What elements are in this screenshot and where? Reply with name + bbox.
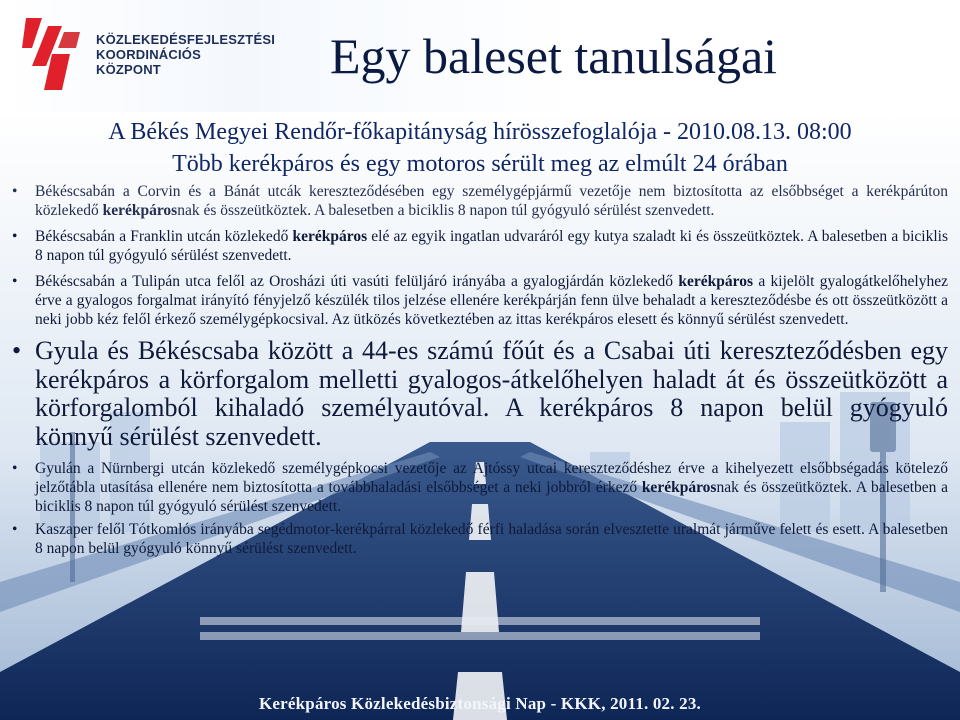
item-text-end: elé az egyik ingatlan udvaráról egy kutya szaladt ki és összeütköztek. A balesetben a biciklis 8 napon túl gyógyuló sérülést szenvedett. bbox=[35, 228, 948, 264]
logo-line-2: KOORDINÁCIÓS bbox=[96, 47, 201, 62]
item-emphasis: kerékpáros bbox=[678, 273, 754, 290]
item-text-end: nak és összeütköztek. A balesetben a biciklis 8 napon túl gyógyuló sérülést szenvedett. bbox=[177, 202, 715, 219]
bullet-marker: • bbox=[12, 460, 18, 477]
item-text-end: a kijelölt gyalogátkelőhelyhez érve a gyalogos forgalmat irányító fényjelző készülék tilos jelzése ellenére kerékpárján fenn ülve behaladt a kereszteződésbe és ott összeütközött a neki jobb kéz felől érkező személygépkocsival. Az ütközés következtében az ittas kerékpáros elesett és könnyű sérülést szenvedett. bbox=[35, 273, 949, 328]
bullet-marker: • bbox=[12, 228, 18, 245]
accident-item-highlighted bbox=[8, 337, 948, 451]
item-text-end: nak és összeütköztek. A balesetben a biciklis 8 napon túl gyógyuló sérülést szenvedett. bbox=[35, 479, 948, 515]
bullet-marker: • bbox=[12, 521, 18, 538]
item-emphasis: kerékpáros bbox=[102, 202, 178, 219]
news-source-line: A Békés Megyei Rendőr-főkapitányság hírösszefoglalója - 2010.08.13. 08:00 bbox=[108, 119, 852, 145]
item-text: Békéscsabán a Corvin és a Bánát utcák kereszteződésében egy személygépjármű vezetője nem biztosította az elsőbbséget a kerékpárúton közlekedő bbox=[35, 183, 948, 219]
bullet-marker: • bbox=[12, 336, 22, 365]
accident-item bbox=[8, 520, 948, 558]
item-text: Békéscsabán a Tulipán utca felől az Orosházi úti vasúti felüljáró irányába a gyalogjárdán közlekedő bbox=[35, 273, 679, 290]
accident-item bbox=[8, 182, 948, 220]
item-text: Gyulán a Nürnbergi utcán közlekedő személygépkocsi vezetője az Ajtóssy utcai kereszteződéshez érve a kihelyezett elsőbbségadás kötelező jelzőtábla utasítása ellenére nem biztosította a továbbhaladási elsőbbséget a neki jobbról érkező bbox=[35, 460, 948, 496]
item-text: Békéscsabán a Franklin utcán közlekedő bbox=[35, 228, 293, 245]
item-emphasis: kerékpáros bbox=[292, 228, 368, 245]
bullet-marker: • bbox=[12, 183, 18, 200]
slide-footer: Kerékpáros Közlekedésbiztonsági Nap - KKK, 2011. 02. 23. bbox=[258, 694, 702, 713]
accident-item bbox=[8, 227, 948, 265]
item-emphasis: kerékpáros bbox=[641, 479, 717, 496]
news-headline: Több kerékpáros és egy motoros sérült meg az elmúlt 24 órában bbox=[172, 151, 788, 177]
logo-line-3: KÖZPONT bbox=[96, 62, 161, 77]
item-text: Gyula és Békéscsaba között a 44-es számú főút és a Csabai úti kereszteződésben egy kerékpáros a körforgalom melletti gyalogos-átkelőhelyen haladt át és összeütközött a körforgalomból kihaladó személyautóval. A kerékpáros 8 napon belül gyógyuló könnyű sérülést szenvedett. bbox=[35, 336, 948, 451]
accident-item bbox=[8, 272, 948, 329]
bullet-marker: • bbox=[12, 273, 18, 290]
logo-line-1: KÖZLEKEDÉSFEJLESZTÉSI bbox=[96, 32, 276, 47]
item-text: Kaszaper felől Tótkomlós irányába segédmotor-kerékpárral közlekedő férfi haladása során elvesztette uralmát járműve felett és esett. A balesetben 8 napon belül gyógyuló könnyű sérülést szenvedett. bbox=[35, 521, 948, 557]
accident-list bbox=[8, 182, 948, 558]
slide-title: Egy baleset tanulságai bbox=[330, 28, 778, 84]
accident-item bbox=[8, 459, 948, 516]
